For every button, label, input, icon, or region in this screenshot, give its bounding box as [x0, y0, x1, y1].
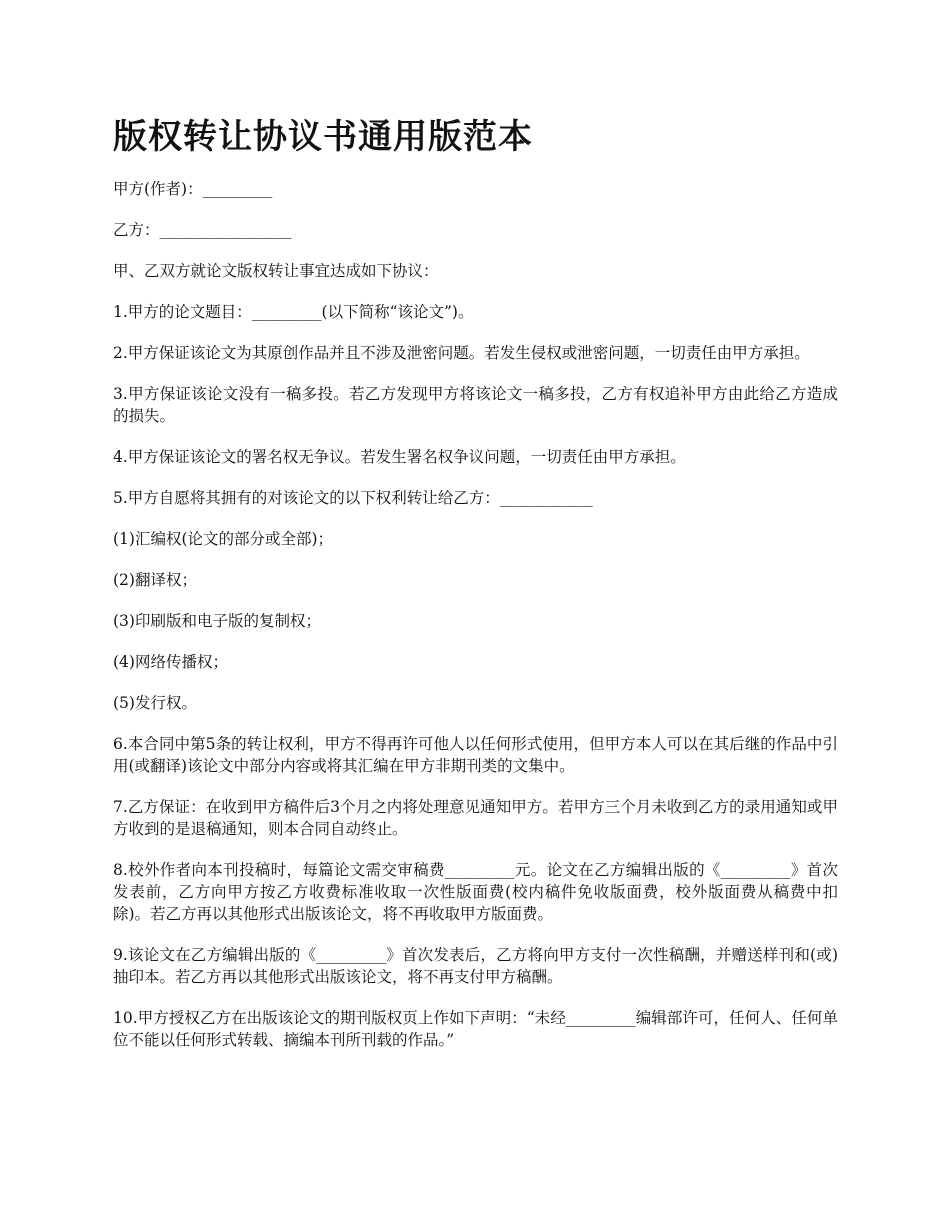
document-page: [113, 108, 838, 1070]
clause-8: 8.校外作者向本刊投稿时，每篇论文需交审稿费_________元。论文在乙方编辑出版的《_________》首次发表前，乙方向甲方按乙方收费标准收取一次性版面费(校内稿件免收版面费，校外版面费从稿费中扣除)。若乙方再以其他形式出版该论文，将不再收取甲方版面费。: [113, 861, 838, 923]
clause-5: 5.甲方自愿将其拥有的对该论文的以下权利转让给乙方：____________: [113, 489, 593, 507]
right-item-2: (2)翻译权；: [113, 571, 197, 589]
clause-3: 3.甲方保证该论文没有一稿多投。若乙方发现甲方将该论文一稿多投，乙方有权追补甲方由此给乙方造成的损失。: [113, 385, 838, 425]
clause-2: 2.甲方保证该论文为其原创作品并且不涉及泄密问题。若发生侵权或泄密问题，一切责任由甲方承担。: [113, 344, 810, 362]
clause-1: 1.甲方的论文题目：_________(以下简称“该论文”)。: [113, 303, 474, 321]
clause-9: 9.该论文在乙方编辑出版的《_________》首次发表后，乙方将向甲方支付一次性稿酬，并赠送样刊和(或)抽印本。若乙方再以其他形式出版该论文，将不再支付甲方稿酬。: [113, 946, 838, 986]
clause-4: 4.甲方保证该论文的署名权无争议。若发生署名权争议问题，一切责任由甲方承担。: [113, 448, 686, 466]
right-item-5: (5)发行权。: [113, 694, 197, 712]
right-item-3: (3)印刷版和电子版的复制权；: [113, 612, 321, 630]
clause-7: 7.乙方保证：在收到甲方稿件后3个月之内将处理意见通知甲方。若甲方三个月未收到乙方的录用通知或甲方收到的是退稿通知，则本合同自动终止。: [113, 798, 838, 838]
clause-10: 10.甲方授权乙方在出版该论文的期刊版权页上作如下声明：“未经_________编辑部许可，任何人、任何单位不能以任何形式转载、摘编本刊所刊载的作品。”: [113, 1009, 838, 1049]
right-item-1: (1)汇编权(论文的部分或全部)；: [113, 530, 334, 548]
clause-6: 6.本合同中第5条的转让权利，甲方不得再许可他人以任何形式使用，但甲方本人可以在其后继的作品中引用(或翻译)该论文中部分内容或将其汇编在甲方非期刊类的文集中。: [113, 735, 838, 775]
agreement-intro: 甲、乙双方就论文版权转让事宜达成如下协议：: [113, 262, 439, 280]
party-b-line: 乙方：_________________: [113, 221, 292, 239]
document-title: 版权转让协议书通用版范本: [113, 117, 533, 157]
right-item-4: (4)网络传播权；: [113, 653, 228, 671]
party-a-line: 甲方(作者)：_________: [113, 180, 273, 198]
